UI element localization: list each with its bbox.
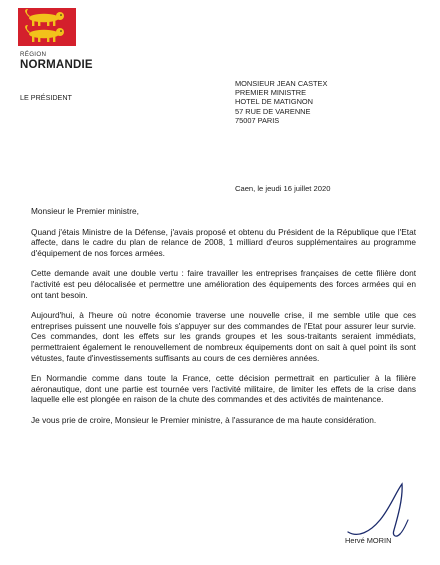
sender-title: LE PRÉSIDENT — [20, 93, 72, 102]
recipient-line: MONSIEUR JEAN CASTEX — [235, 79, 328, 88]
recipient-line: PREMIER MINISTRE — [235, 88, 307, 98]
paragraph: Je vous prie de croire, Monsieur le Premier ministre, à l'assurance de ma haute considération. — [31, 414, 377, 425]
paragraph: Quand j'étais Ministre de la Défense, j'avais proposé et obtenu du Président de la République que l'Etat affecte, dans le cadre du plan de relance de 2008, 1 milliard d'euros supplémentaires au programme d'équipement de nos forces armées. — [31, 226, 416, 258]
normandie-logo — [14, 6, 80, 48]
paragraph: Cette demande avait une double vertu : faire travailler les entreprises françaises de cette filière dont l'activité est peu délocalisée et permettre une amélioration des équipements des forces armées qui en ont tant besoin. — [31, 268, 416, 300]
date-line: Caen, le jeudi 16 juillet 2020 — [235, 184, 331, 193]
recipient-address — [235, 79, 327, 125]
leopards-emblem-icon — [14, 6, 80, 48]
region-label: RÉGION — [20, 51, 47, 58]
paragraph: En Normandie comme dans toute la France, cette décision permettrait en particulier à la filière aéronautique, dont une partie est tournée vers l'activité militaire, de limiter les effets de la crise dans laquelle elle est plongée en raison de la chute des commandes et des activités de maintenance. — [31, 373, 416, 405]
recipient-line: 57 RUE DE VARENNE — [235, 106, 311, 116]
recipient-line: HOTEL DE MATIGNON — [235, 97, 314, 107]
recipient-line: 75007 PARIS — [235, 115, 280, 125]
handwritten-signature — [340, 470, 430, 560]
salutation: Monsieur le Premier ministre, — [31, 206, 139, 216]
signer-name: Hervé MORIN — [345, 536, 392, 545]
region-name: NORMANDIE — [20, 59, 93, 71]
letter-body — [31, 206, 416, 436]
paragraph: Aujourd'hui, à l'heure où notre économie traverse une nouvelle crise, il me semble utile que ces entreprises puissent une nouvelle fois s'appuyer sur des commandes de l'Etat pour assurer leur survie. Ces commandes, dont les effets sur les grands groupes et les sous-traitants seraient immédiats, permettraient également le renouvellement de nombreux équipements dont on sait à quel point ils sont vétustes, faute d'investissements suffisants au cours de ces dernières années. — [31, 310, 416, 363]
